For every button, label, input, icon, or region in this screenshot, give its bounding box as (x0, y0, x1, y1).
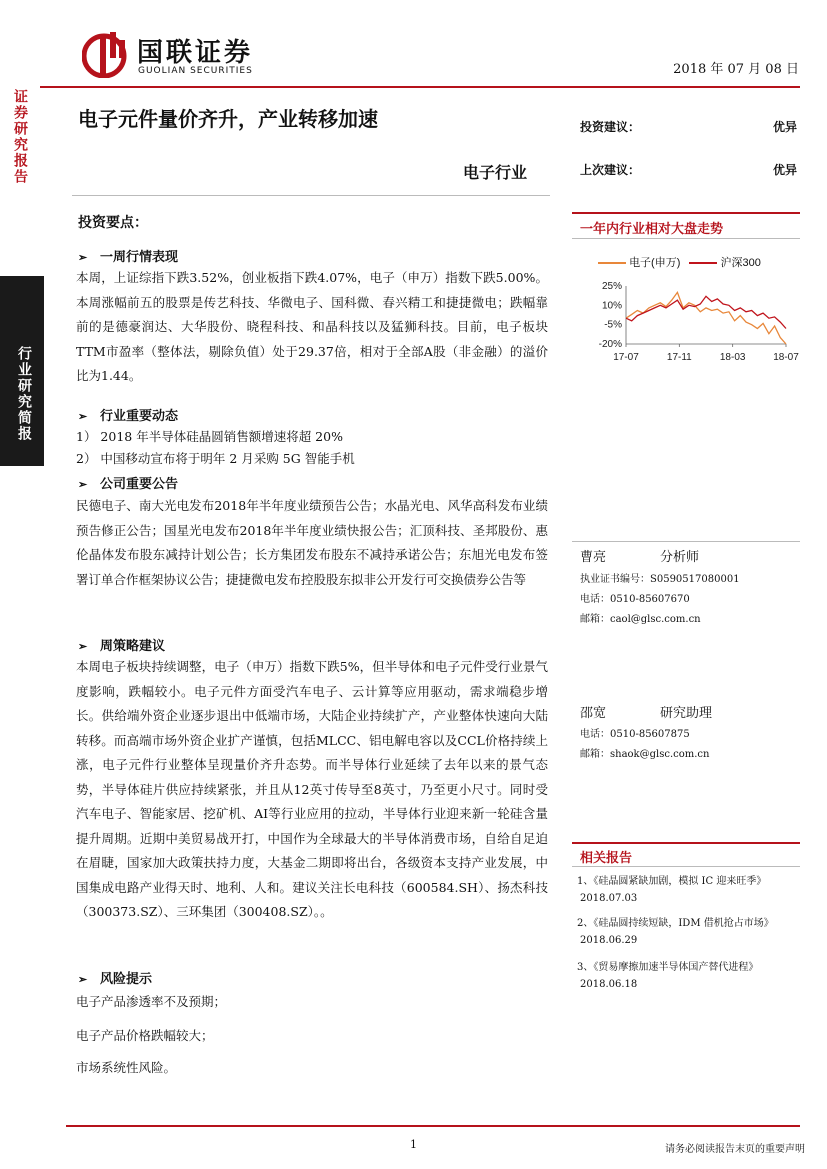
chart-heading: 一年内行业相对大盘走势 (580, 222, 724, 237)
prev-rating-label: 上次建议： (580, 163, 641, 177)
section-heading (78, 405, 178, 424)
page-number: 1 (410, 1138, 417, 1151)
side-label-top (0, 75, 40, 275)
related-report-link[interactable]: 2、《硅晶圆持续短缺，IDM 借机抢占市场》 (577, 918, 774, 929)
series-line-dianzi (626, 292, 786, 344)
x-tick-label: 17-07 (613, 352, 639, 363)
y-tick-label: 10% (601, 300, 622, 312)
section-heading-text: 一周行情表现 (100, 250, 179, 265)
footer-rule (66, 1125, 800, 1127)
section-heading-text: 公司重要公告 (100, 477, 179, 492)
side-label-dark (0, 276, 44, 466)
x-tick-label: 18-07 (773, 352, 799, 363)
title-divider (72, 195, 550, 196)
chart-heading-rule (572, 238, 800, 239)
related-heading: 相关报告 (580, 851, 633, 866)
arrow-bullet-icon: ➢ (78, 251, 88, 264)
report-date: 2018 年 07 月 08 日 (673, 62, 799, 77)
news-item: 2） 中国移动宣布将于明年 2 月采购 5G 智能手机 (76, 451, 355, 466)
y-tick-label: 25% (601, 281, 622, 292)
chart-top-rule (572, 212, 800, 214)
legend-label-hs: 沪深300 (720, 257, 761, 269)
section-paragraph: 民德电子、南大光电发布2018年半年度业绩预告公告；水晶光电、风华高科发布业绩预告修正公告；国星光电发布2018年半年度业绩快报公告；汇顶科技、圣邦股份、惠伦晶体发布股东减持计划公告；长方集团发布股东不减持承诺公告；东旭光电发布签署订单合作框架协议公告；捷捷微电发布控股股东拟非公开发行可交换债券公告等 (76, 498, 548, 587)
company-logo (82, 30, 302, 80)
analyst-email: 邮箱：shaok@glsc.com.cn (580, 749, 710, 760)
section-heading-text: 周策略建议 (100, 639, 166, 654)
logo-en-text: GUOLIAN SECURITIES (138, 66, 253, 76)
invest-rating-value: 优异 (773, 120, 798, 134)
related-report-date: 2018.06.29 (580, 935, 638, 946)
invest-rating-label: 投资建议： (580, 120, 641, 134)
risk-item: 电子产品价格跌幅较大； (76, 1028, 214, 1043)
related-top-rule (572, 842, 800, 844)
analyst-name: 邵宽 (580, 706, 607, 721)
relative-performance-chart (590, 278, 810, 368)
arrow-bullet-icon: ➢ (78, 410, 88, 423)
legend-label-sw: 电子(申万) (629, 257, 681, 269)
analyst-phone: 电话：0510-85607875 (580, 729, 690, 740)
related-report-link[interactable]: 1、《硅晶圆紧缺加剧，模拟 IC 迎来旺季》 (577, 876, 767, 887)
y-tick-label: -20% (598, 339, 622, 350)
section-heading (78, 246, 178, 265)
related-heading-rule (572, 866, 800, 867)
key-points-heading: 投资要点： (78, 215, 148, 231)
risk-item: 电子产品渗透率不及预期； (76, 994, 227, 1009)
section-heading-text: 行业重要动态 (100, 409, 179, 424)
section-heading (78, 635, 165, 654)
header-rule (40, 86, 800, 88)
side-label-top-text: 证券研究报告 (12, 89, 28, 185)
arrow-bullet-icon: ➢ (78, 478, 88, 491)
news-item: 1） 2018 年半导体硅晶圆销售额增速将超 20% (76, 429, 343, 444)
legend-line-hs (689, 262, 717, 264)
analyst-phone: 电话：0510-85607670 (580, 594, 690, 605)
footer-disclaimer: 请务必阅读报告末页的重要声明 (665, 1144, 805, 1155)
analyst-name: 曹亮 (580, 550, 607, 565)
risk-item: 市场系统性风险。 (76, 1060, 177, 1075)
related-report-date: 2018.06.18 (580, 979, 638, 990)
logo-mark-icon (82, 30, 130, 78)
x-tick-label: 17-11 (666, 352, 692, 363)
related-report-link[interactable]: 3、《贸易摩擦加速半导体国产替代进程》 (577, 962, 759, 973)
analyst-top-rule (572, 541, 800, 542)
analyst-title: 分析师 (660, 550, 700, 565)
legend-line-sw (598, 262, 626, 264)
section-paragraph: 本周，上证综指下跌3.52%，创业板指下跌4.07%，电子（申万）指数下跌5.00%。本周涨幅前五的股票是传艺科技、华微电子、国科微、春兴精工和捷捷微电；跌幅靠前的是德豪润达、大华股份、晓程科技、和晶科技以及猛狮科技。目前，电子板块TTM市盈率（整体法，剔除负值）处于29.37倍，相对于全部A股（非金融）的溢价比为1.44。 (76, 270, 548, 383)
y-tick-label: -5% (604, 319, 622, 331)
related-report-date: 2018.07.03 (580, 893, 638, 904)
report-title: 电子元件量价齐升，产业转移加速 (78, 107, 378, 131)
prev-rating-value: 优异 (773, 163, 798, 177)
section-heading-text: 风险提示 (100, 972, 153, 987)
arrow-bullet-icon: ➢ (78, 973, 88, 986)
chart-legend (598, 254, 761, 270)
arrow-bullet-icon: ➢ (78, 640, 88, 653)
section-heading (78, 968, 152, 987)
analyst-cert: 执业证书编号：S0590517080001 (580, 574, 740, 585)
side-label-dark-text: 行业研究简报 (16, 346, 32, 442)
section-paragraph: 本周电子板块持续调整，电子（申万）指数下跌5%，但半导体和电子元件受行业景气度影响，跌幅较小。电子元件方面受汽车电子、云计算等应用驱动，需求端稳步增长。供给端外资企业逐步退出中低端市场，大陆企业持续扩产，产业整体快速向大陆转移。而高端市场外资企业扩产谨慎，包括MLCC、铝电解电容以及CCL价格持续上涨，电子元件行业整体呈现量价齐升态势。而半导体行业延续了去年以来的景气态势，半导体硅片供应持续紧张，并且从12英寸传导至8英寸，乃至更小尺寸。同时受汽车电子、智能家居、挖矿机、AI等行业应用的拉动，半导体行业迎来新一轮硅含量提升周期。近期中美贸易战开打，中国作为全球最大的半导体消费市场，自给自足迫在眉睫，国家加大政策扶持力度，大基金二期即将出台，各级资本支持产业发展，中国集成电路产业得天时、地利、人和。建议关注长电科技（600584.SH）、扬杰科技（300373.SZ）、三环集团（300408.SZ）。。 (76, 659, 548, 919)
industry-label: 电子行业 (463, 163, 528, 182)
x-tick-label: 18-03 (719, 352, 746, 363)
section-heading (78, 473, 178, 492)
analyst-title: 研究助理 (660, 706, 713, 721)
logo-cn-text: 国联证券 (137, 38, 254, 68)
analyst-email: 邮箱：caol@glsc.com.cn (580, 614, 701, 625)
